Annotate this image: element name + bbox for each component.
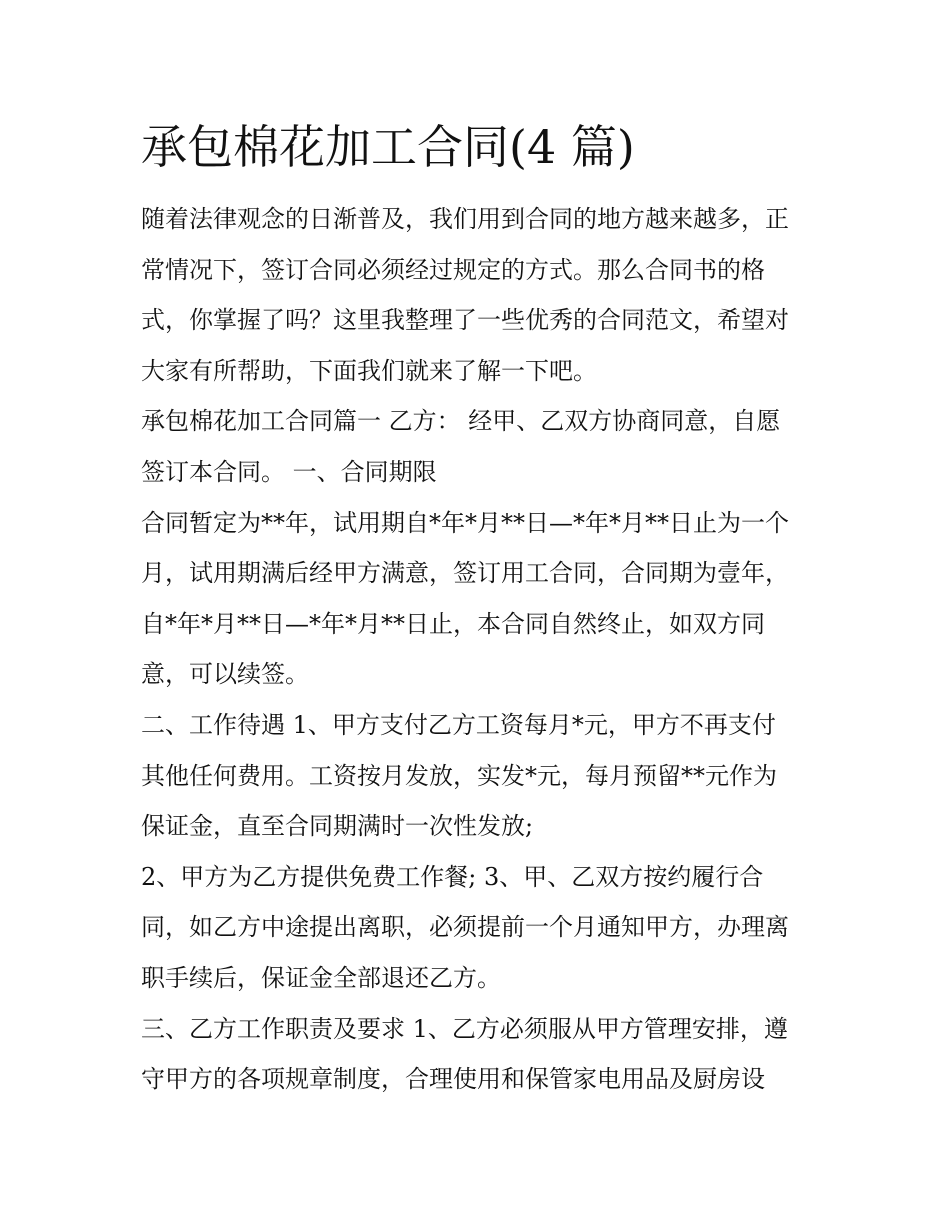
document-title: 承包棉花加工合同(4 篇)	[141, 120, 635, 174]
text-line: 式，你掌握了吗？这里我整理了一些优秀的合同范文，希望对	[141, 306, 789, 335]
text-line: 二、工作待遇 1、甲方支付乙方工资每月*元，甲方不再支付	[141, 710, 776, 739]
text-line: 其他任何费用。工资按月发放，实发*元，每月预留**元作为	[141, 761, 777, 790]
text-line: 承包棉花加工合同篇一 乙方： 经甲、乙双方协商同意，自愿	[141, 407, 781, 436]
text-line: 大家有所帮助，下面我们就来了解一下吧。	[141, 356, 597, 385]
text-line: 职手续后，保证金全部退还乙方。	[141, 963, 501, 992]
text-line: 守甲方的各项规章制度，合理使用和保管家电用品及厨房设	[141, 1065, 765, 1094]
text-line: 自*年*月**日—*年*月**日止，本合同自然终止，如双方同	[141, 609, 765, 638]
paragraph-intro	[141, 194, 821, 396]
text-line: 三、乙方工作职责及要求 1、乙方必须服从甲方管理安排，遵	[141, 1014, 788, 1043]
paragraph-duties	[141, 1004, 821, 1105]
text-line: 常情况下，签订合同必须经过规定的方式。那么合同书的格	[141, 255, 765, 284]
text-line: 签订本合同。 一、合同期限	[141, 457, 437, 486]
text-line: 合同暂定为**年，试用期自*年*月**日—*年*月**日止为一个	[141, 508, 789, 537]
text-line: 意，可以续签。	[141, 660, 309, 689]
text-line: 同，如乙方中途提出离职，必须提前一个月通知甲方，办理离	[141, 913, 789, 942]
text-line: 保证金，直至合同期满时一次性发放;	[141, 812, 534, 841]
paragraph-compensation	[141, 700, 821, 852]
text-line: 随着法律观念的日渐普及，我们用到合同的地方越来越多，正	[141, 205, 789, 233]
text-line: 2、甲方为乙方提供免费工作餐; 3、甲、乙双方按约履行合	[141, 862, 764, 891]
paragraph-contract-term	[141, 498, 821, 700]
document-page	[141, 112, 821, 1105]
paragraph-contract-one-heading	[141, 396, 821, 497]
paragraph-meals-and-resignation	[141, 852, 821, 1004]
text-line: 月，试用期满后经甲方满意，签订用工合同，合同期为壹年，	[141, 559, 789, 588]
